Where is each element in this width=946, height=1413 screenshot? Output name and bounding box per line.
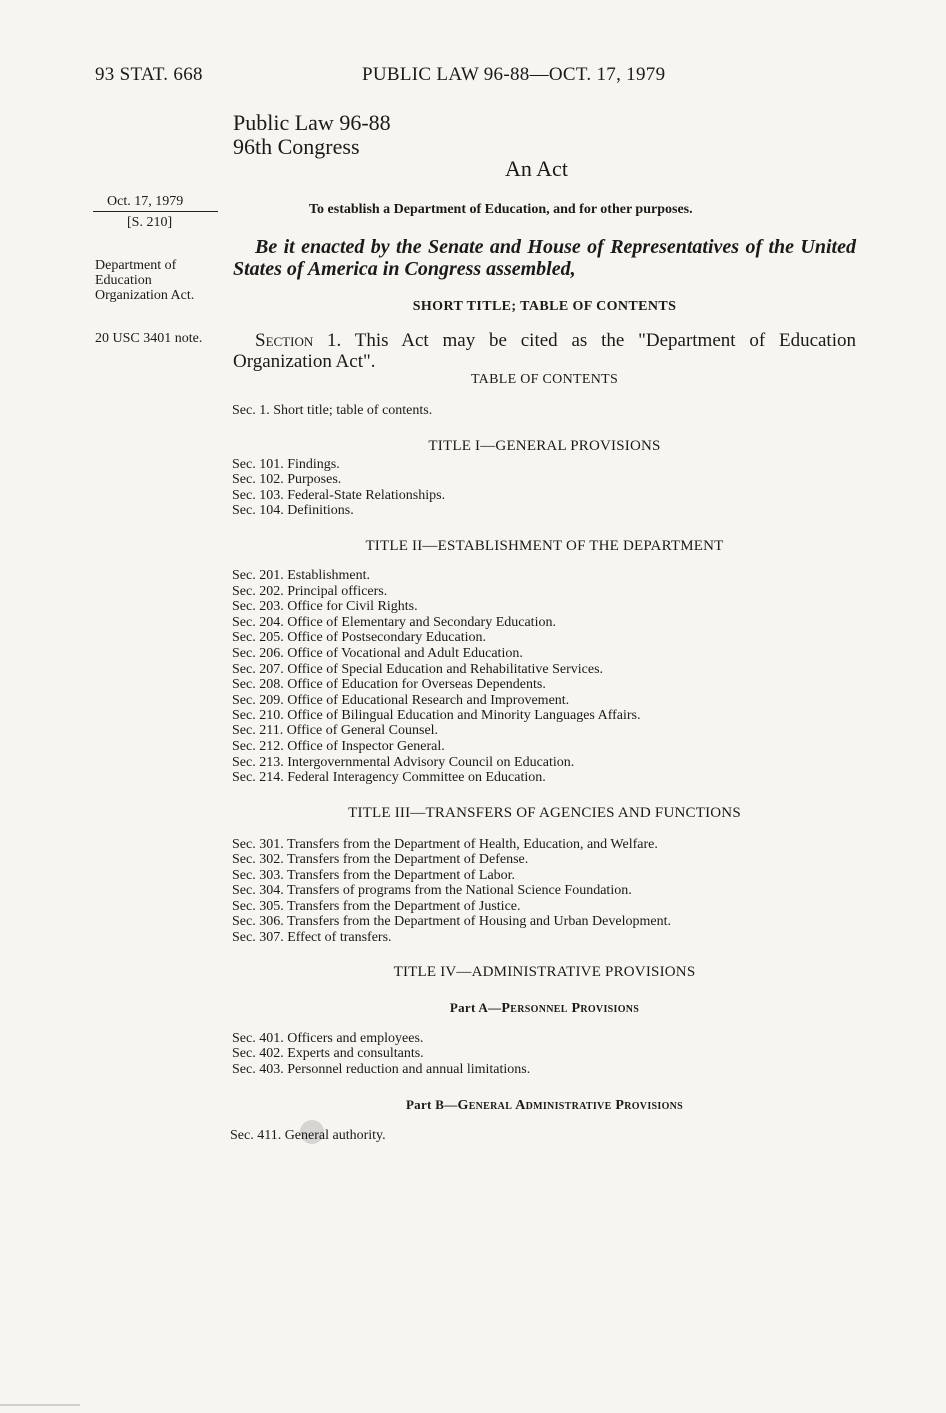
toc-line: Sec. 402. Experts and consultants. [232,1046,424,1061]
toc-line: Sec. 103. Federal-State Relationships. [232,488,446,503]
section-1-label: Section 1. [255,330,342,351]
title-1-heading: TITLE I—GENERAL PROVISIONS [428,438,661,454]
part-a-prefix: Part A— [449,1000,502,1015]
congress-label: 96th Congress [233,134,360,159]
toc-line: Sec. 303. Transfers from the Department of Labor. [232,868,516,883]
scan-edge-mark [0,1404,80,1406]
toc-line: Sec. 202. Principal officers. [232,584,388,599]
margin-divider [93,211,218,212]
toc-intro-line: Sec. 1. Short title; table of contents. [232,403,433,418]
toc-line: Sec. 304. Transfers of programs from the National Science Foundation. [232,883,632,898]
toc-line: Sec. 212. Office of Inspector General. [232,739,445,754]
title-2-heading: TITLE II—ESTABLISHMENT OF THE DEPARTMENT [365,538,724,554]
toc-line: Sec. 307. Effect of transfers. [232,930,392,945]
toc-line: Sec. 204. Office of Elementary and Secondary Education. [232,615,556,630]
part-a-heading [233,1000,856,1017]
title-3-heading: TITLE III—TRANSFERS OF AGENCIES AND FUNCTIONS [348,805,741,821]
toc-line: Sec. 203. Office for Civil Rights. [232,599,418,614]
part-b-heading [233,1097,856,1114]
toc-line: Sec. 104. Definitions. [232,503,354,518]
toc-line: Sec. 102. Purposes. [232,472,342,487]
running-title: PUBLIC LAW 96-88—OCT. 17, 1979 [362,64,666,85]
toc-line: Sec. 209. Office of Educational Research and Improvement. [232,693,570,708]
section-1 [233,330,856,372]
purpose-line: To establish a Department of Education, and for other purposes. [309,202,693,217]
part-a-text: Personnel Provisions [501,1001,640,1016]
part-b-text: General Administrative Provisions [457,1098,684,1113]
public-law-title: Public Law 96-88 [233,110,391,135]
act-label: An Act [505,156,568,181]
part-b-prefix: Part B— [405,1097,458,1112]
toc-line: Sec. 306. Transfers from the Department of Housing and Urban Development. [232,914,671,929]
toc-heading: TABLE OF CONTENTS [470,372,619,387]
stat-page-number: 93 STAT. 668 [95,64,203,85]
enacting-clause: Be it enacted by the Senate and House of Representatives of the United States of America in Congress assembled, [233,236,856,280]
title-4-heading: TITLE IV—ADMINISTRATIVE PROVISIONS [393,964,696,980]
margin-date: Oct. 17, 1979 [107,194,184,209]
toc-line: Sec. 213. Intergovernmental Advisory Council on Education. [232,755,575,770]
toc-line: Sec. 205. Office of Postsecondary Education. [232,630,487,645]
toc-line: Sec. 207. Office of Special Education and Rehabilitative Services. [232,662,604,677]
toc-line: Sec. 208. Office of Education for Overseas Dependents. [232,677,546,692]
toc-line: Sec. 305. Transfers from the Department of Justice. [232,899,521,914]
short-title-heading: SHORT TITLE; TABLE OF CONTENTS [412,299,677,314]
toc-line: Sec. 210. Office of Bilingual Education and Minority Languages Affairs. [232,708,641,723]
toc-line: Sec. 301. Transfers from the Department of Health, Education, and Welfare. [232,837,658,852]
toc-line: Sec. 201. Establishment. [232,568,371,583]
toc-line: Sec. 403. Personnel reduction and annual limitations. [232,1062,531,1077]
toc-line: Sec. 101. Findings. [232,457,340,472]
toc-line: Sec. 401. Officers and employees. [232,1031,424,1046]
toc-line: Sec. 206. Office of Vocational and Adult Education. [232,646,523,661]
toc-line: Sec. 302. Transfers from the Department of Defense. [232,852,529,867]
margin-usc-citation: 20 USC 3401 note. [95,331,203,346]
toc-line: Sec. 214. Federal Interagency Committee on Education. [232,770,546,785]
section-1-text: This Act may be cited as the "Department of Education Organization Act". [233,330,856,372]
toc-line: Sec. 211. Office of General Counsel. [232,723,439,738]
margin-bill-number: [S. 210] [127,215,173,230]
toc-line: Sec. 411. General authority. [230,1128,386,1143]
margin-act-name: Department of Education Organization Act. [95,258,195,303]
